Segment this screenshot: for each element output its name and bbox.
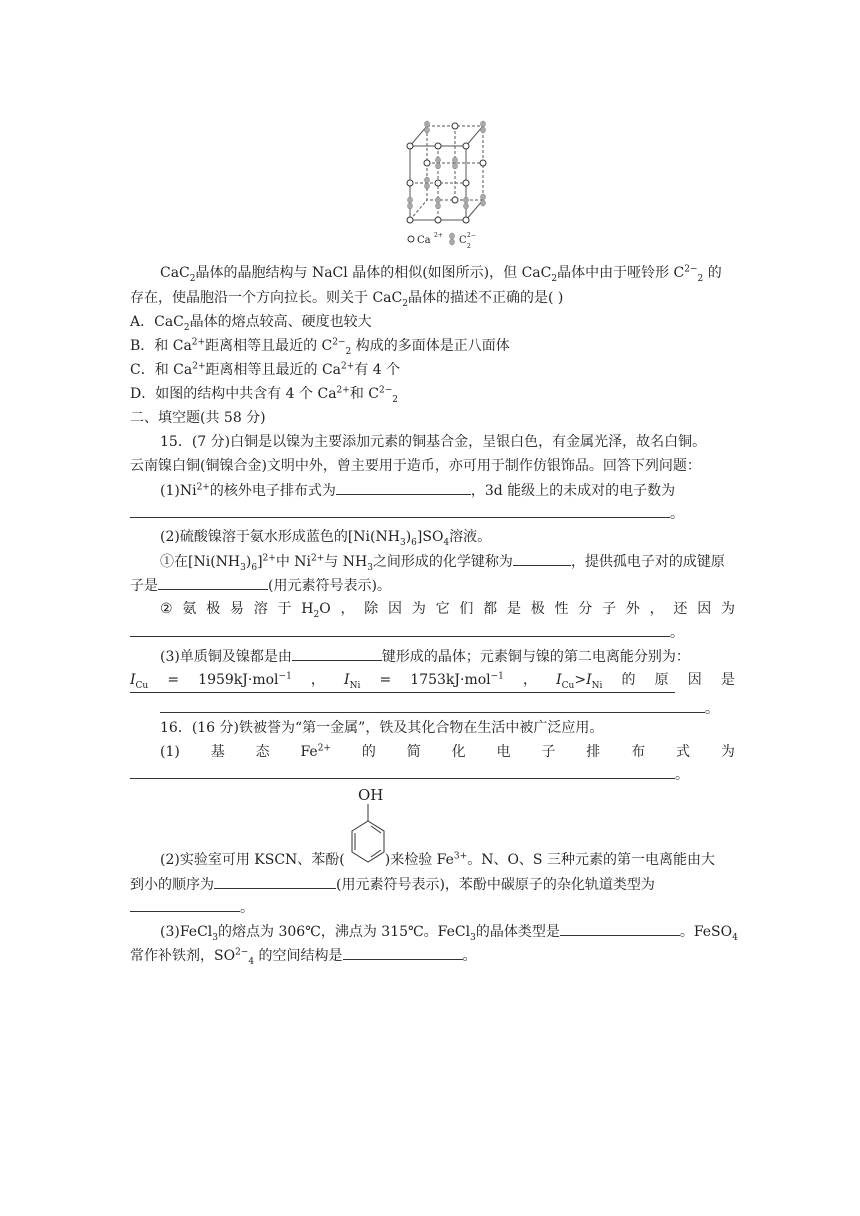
- answer-blank[interactable]: [130, 764, 675, 779]
- answer-blank[interactable]: [130, 622, 670, 637]
- answer-blank[interactable]: [158, 575, 268, 590]
- q16-part2-cont-2: 。: [130, 897, 735, 918]
- q15-part3-blank-1: [130, 678, 735, 699]
- answer-blank[interactable]: [336, 480, 471, 495]
- q16-part3: (3)FeCl$_3$的熔点为 306℃，沸点为 315℃。FeCl$_3$的晶体类型是 。FeSO$_4$: [160, 921, 765, 942]
- q15-part2-2-cont: 。: [130, 622, 735, 643]
- q15-part2-2: ② 氨 极 易 溶 于 $H_2O$ ， 除 因 为 它 们 都 是 极 性 分 子 外 ， 还 因 为: [160, 601, 735, 620]
- answer-blank[interactable]: [292, 646, 382, 661]
- q15-part1: $(1)Ni^{2+}$的核外电子排布式为 ，3d 能级上的未成对的电子数为: [160, 480, 765, 501]
- q15-heading: 15．(7 分)白铜是以镍为主要添加元素的铜基合金，呈银白色，有金属光泽，故名白铜。: [160, 434, 707, 450]
- answer-blank[interactable]: [130, 897, 240, 912]
- question-stem-line-1: CaC$_2$晶体的晶胞结构与 NaCl 晶体的相似(如图所示)，但 CaC$_2$晶体中由于哑铃形 $C^{2-}_2$ 的: [160, 264, 722, 284]
- legend-ca-charge: 2+: [434, 232, 443, 239]
- answer-blank[interactable]: [130, 503, 670, 518]
- option-d: D．如图的结构中共含有 4 个 $Ca^{2+}$和 $C^{2-}_2$: [130, 385, 399, 405]
- answer-blank[interactable]: [513, 551, 571, 566]
- q15-part2-1-cont: 子是 (用元素符号表示)。: [130, 575, 735, 596]
- option-b: B．和 $Ca^{2+}$距离相等且最近的 $C^{2-}_2$ 构成的多面体是正八面体: [130, 337, 510, 357]
- answer-blank[interactable]: [160, 698, 705, 713]
- q16-part2-cont: 到小的顺序为 (用元素符号表示)，苯酚中碳原子的杂化轨道类型为: [130, 874, 735, 895]
- q16-part1: (1) 基 态 $Fe^{2+}$ 的 简 化 电 子 排 布 式 为: [160, 743, 735, 760]
- q16-part1-cont: 。: [130, 764, 735, 785]
- option-c: C．和 $Ca^{2+}$距离相等且最近的 $Ca^{2+}$有 4 个: [130, 361, 401, 378]
- q15-part1-cont: 。: [130, 503, 735, 524]
- q16-part3-cont: 常作补铁剂，$SO^{2-}_4$ 的空间结构是 。: [130, 945, 735, 966]
- crystal-cell-figure: [405, 118, 495, 254]
- legend-ca: Ca: [417, 235, 431, 246]
- answer-blank[interactable]: [214, 874, 336, 889]
- q15-part3-values: $I_{Cu}$ = 1959kJ·mol$^{-1}$ ， $I_{Ni}$ = 1753kJ·mol$^{-1}$ ， $I_{Cu}>I_{Ni}$ 的 原 因 是: [130, 671, 735, 691]
- q15-part2: (2)硫酸镍溶于氨水形成蓝色的$[Ni(NH_3)_6]SO_4$溶液。: [160, 529, 492, 548]
- oh-label: OH: [358, 786, 384, 804]
- legend-c2: C: [459, 235, 467, 246]
- legend-c2-charge: 2−: [467, 232, 476, 239]
- answer-blank[interactable]: [343, 945, 463, 960]
- answer-blank[interactable]: [560, 921, 680, 936]
- q15-part3-blank-2: 。: [160, 698, 765, 719]
- q15-part2-1: ①在$[Ni(NH_3)_6]^{2+}$中 $Ni^{2+}$与 $NH_3$之间形成的化学键称为 ，提供孤电子对的成键原: [160, 551, 765, 572]
- question-stem-line-2: 存在，使晶胞沿一个方向拉长。则关于 CaC$_2$晶体的描述不正确的是( ): [130, 290, 564, 309]
- option-a: A．CaC$_2$晶体的熔点较高、硬度也较大: [130, 314, 372, 333]
- legend-c2-sub: 2: [467, 243, 471, 250]
- section-heading: 二、填空题(共 58 分): [130, 410, 266, 426]
- q15-part3: (3)单质铜及镍都是由 键形成的晶体；元素铜与镍的第二电离能分别为：: [160, 646, 765, 667]
- q15-intro: 云南镍白铜(铜镍合金)文明中外，曾主要用于造币，亦可用于制作仿银饰品。回答下列问题：: [130, 458, 701, 474]
- q16-part2: (2)实验室可用 KSCN、苯酚( )来检验 $Fe^{3+}$。N、O、S 三种元素的第一电离能由大: [160, 851, 715, 868]
- q16-heading: 16．(16 分)铁被誉为“第一金属”，铁及其化合物在生活中被广泛应用。: [160, 720, 604, 736]
- answer-blank[interactable]: [130, 678, 675, 693]
